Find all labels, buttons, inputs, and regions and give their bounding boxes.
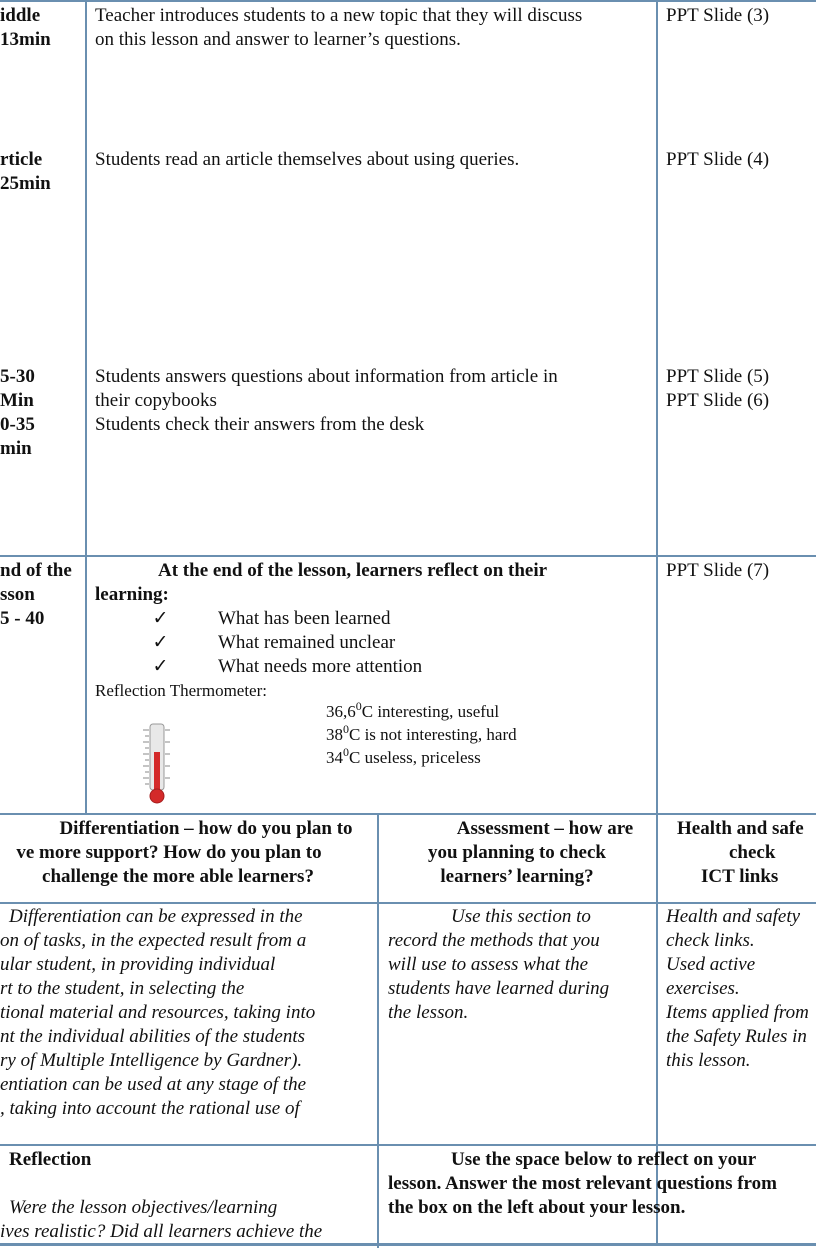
stage-text: min: [0, 438, 32, 459]
header-text: Health and safe: [677, 818, 804, 839]
body-text: students have learned during: [388, 978, 610, 999]
border-stage-right: [85, 0, 87, 814]
temperature-line: [326, 701, 646, 724]
activity-text: Teacher introduces students to a new topic that they will discuss: [95, 5, 583, 26]
stage-text: 5-30: [0, 366, 35, 387]
body-text: will use to assess what the: [388, 954, 589, 975]
check-item-label: What has been learned: [218, 608, 391, 629]
differentiation-header: [0, 817, 376, 889]
resource-text: PPT Slide (5): [666, 366, 770, 387]
border-header-bottom: [0, 902, 816, 904]
temperature-line: [326, 724, 646, 747]
body-text: the lesson.: [388, 1002, 469, 1023]
resources-cell: [666, 559, 816, 583]
reflection-heading: At the end of the lesson, learners reflect on their: [158, 560, 548, 581]
temp-meaning: C interesting, useful: [361, 702, 500, 721]
differentiation-body: [0, 905, 376, 1121]
temp-value: 38: [326, 725, 343, 744]
border-top: [0, 0, 816, 2]
temp-degree: 0: [343, 722, 349, 736]
temp-degree: 0: [355, 701, 362, 713]
body-text: the Safety Rules in: [666, 1026, 807, 1047]
border-end-row-top: [0, 555, 816, 557]
activity-text: Students check their answers from the desk: [95, 414, 425, 435]
stage-text: 25min: [0, 173, 51, 194]
health-header: [658, 817, 816, 889]
spacer: [0, 1172, 376, 1196]
temp-meaning: C is not interesting, hard: [349, 725, 517, 744]
body-text: tional material and resources, taking into: [0, 1002, 316, 1023]
stage-text: 13min: [0, 29, 51, 50]
temp-meaning: C useless, priceless: [349, 748, 481, 767]
checkmark-icon: ✓: [152, 656, 169, 677]
body-text: record the methods that you: [388, 930, 600, 951]
health-body: [666, 905, 816, 1073]
body-text: Differentiation can be expressed in the: [9, 906, 303, 927]
header-text: learners’ learning?: [440, 866, 594, 887]
activity-text: on this lesson and answer to learner’s questions.: [95, 29, 461, 50]
temp-value: 34: [326, 748, 343, 767]
checkmark-icon: ✓: [152, 632, 169, 653]
activity-text: their copybooks: [95, 390, 217, 411]
stage-text: rticle: [0, 149, 43, 170]
reflection-instructions: lesson. Answer the most relevant questions from: [388, 1173, 777, 1194]
body-text: ry of Multiple Intelligence by Gardner).: [0, 1050, 303, 1071]
body-text: , taking into account the rational use of: [0, 1098, 300, 1119]
thermometer-label: Reflection Thermometer:: [95, 681, 267, 700]
reflection-left-cell: [0, 1148, 376, 1244]
header-text: ve more support? How do you plan to: [16, 842, 322, 863]
reflection-title: Reflection: [9, 1149, 92, 1170]
check-item-label: What remained unclear: [218, 632, 396, 653]
header-text: Differentiation – how do you plan to: [59, 818, 353, 839]
resources-cell: [666, 148, 816, 172]
border-reflection-top: [0, 1144, 816, 1146]
activity-cell-reflection: [95, 559, 655, 703]
stage-text: 0-35: [0, 414, 35, 435]
check-item-label: What needs more attention: [218, 656, 423, 677]
reflection-heading: learning:: [95, 584, 169, 605]
resource-text: PPT Slide (3): [666, 5, 770, 26]
temperature-line: [326, 747, 646, 770]
resource-text: PPT Slide (7): [666, 560, 770, 581]
thermometer-icon: [140, 722, 174, 806]
checkmark-icon: ✓: [152, 608, 169, 629]
activity-cell-questions: [95, 365, 655, 437]
check-item: [95, 631, 655, 655]
body-text: Use this section to: [451, 906, 591, 927]
resources-cell: [666, 4, 816, 28]
reflection-question: Were the lesson objectives/learning: [9, 1197, 278, 1218]
reflection-instructions: Use the space below to reflect on your: [451, 1149, 757, 1170]
body-text: entiation can be used at any stage of the: [0, 1074, 307, 1095]
temp-value: 36,6: [326, 702, 356, 721]
activity-text: Students read an article themselves about using queries.: [95, 149, 520, 170]
resource-text: PPT Slide (4): [666, 149, 770, 170]
header-text: check: [729, 842, 776, 863]
body-text: Health and safety: [666, 906, 801, 927]
assessment-body: [388, 905, 654, 1025]
body-text: nt the individual abilities of the students: [0, 1026, 306, 1047]
stage-cell-middle: [0, 4, 84, 52]
stage-text: Min: [0, 390, 34, 411]
border-resources-left: [656, 0, 658, 1246]
temperature-list: [326, 701, 646, 770]
temp-degree: 0: [343, 745, 349, 759]
check-item: [95, 655, 655, 679]
body-text: exercises.: [666, 978, 740, 999]
check-item: [95, 607, 655, 631]
body-text: rt to the student, in selecting the: [0, 978, 245, 999]
body-text: Used active: [666, 954, 756, 975]
assessment-header: [379, 817, 655, 889]
stage-text: 5 - 40: [0, 608, 45, 629]
stage-text: sson: [0, 584, 35, 605]
stage-cell-questions: [0, 365, 84, 461]
body-text: ular student, in providing individual: [0, 954, 276, 975]
header-text: challenge the more able learners?: [42, 866, 314, 887]
header-text: ICT links: [701, 866, 779, 887]
activity-cell-article: [95, 148, 655, 172]
reflection-instructions: the box on the left about your lesson.: [388, 1197, 686, 1218]
resource-text: PPT Slide (6): [666, 390, 770, 411]
resources-cell: [666, 365, 816, 413]
stage-text: nd of the: [0, 560, 72, 581]
stage-cell-end: [0, 559, 84, 631]
body-text: check links.: [666, 930, 755, 951]
body-text: Items applied from: [666, 1002, 809, 1023]
stage-cell-article: [0, 148, 84, 196]
activity-text: Students answers questions about information from article in: [95, 366, 558, 387]
body-text: this lesson.: [666, 1050, 751, 1071]
header-text: Assessment – how are: [456, 818, 634, 839]
stage-text: iddle: [0, 5, 41, 26]
reflection-right-cell: [388, 1148, 816, 1220]
body-text: on of tasks, in the expected result from a: [0, 930, 307, 951]
border-lower-top: [0, 813, 816, 815]
activity-cell-introduction: [95, 4, 655, 52]
reflection-question: ives realistic? Did all learners achieve the: [0, 1221, 323, 1242]
header-text: you planning to check: [428, 842, 606, 863]
